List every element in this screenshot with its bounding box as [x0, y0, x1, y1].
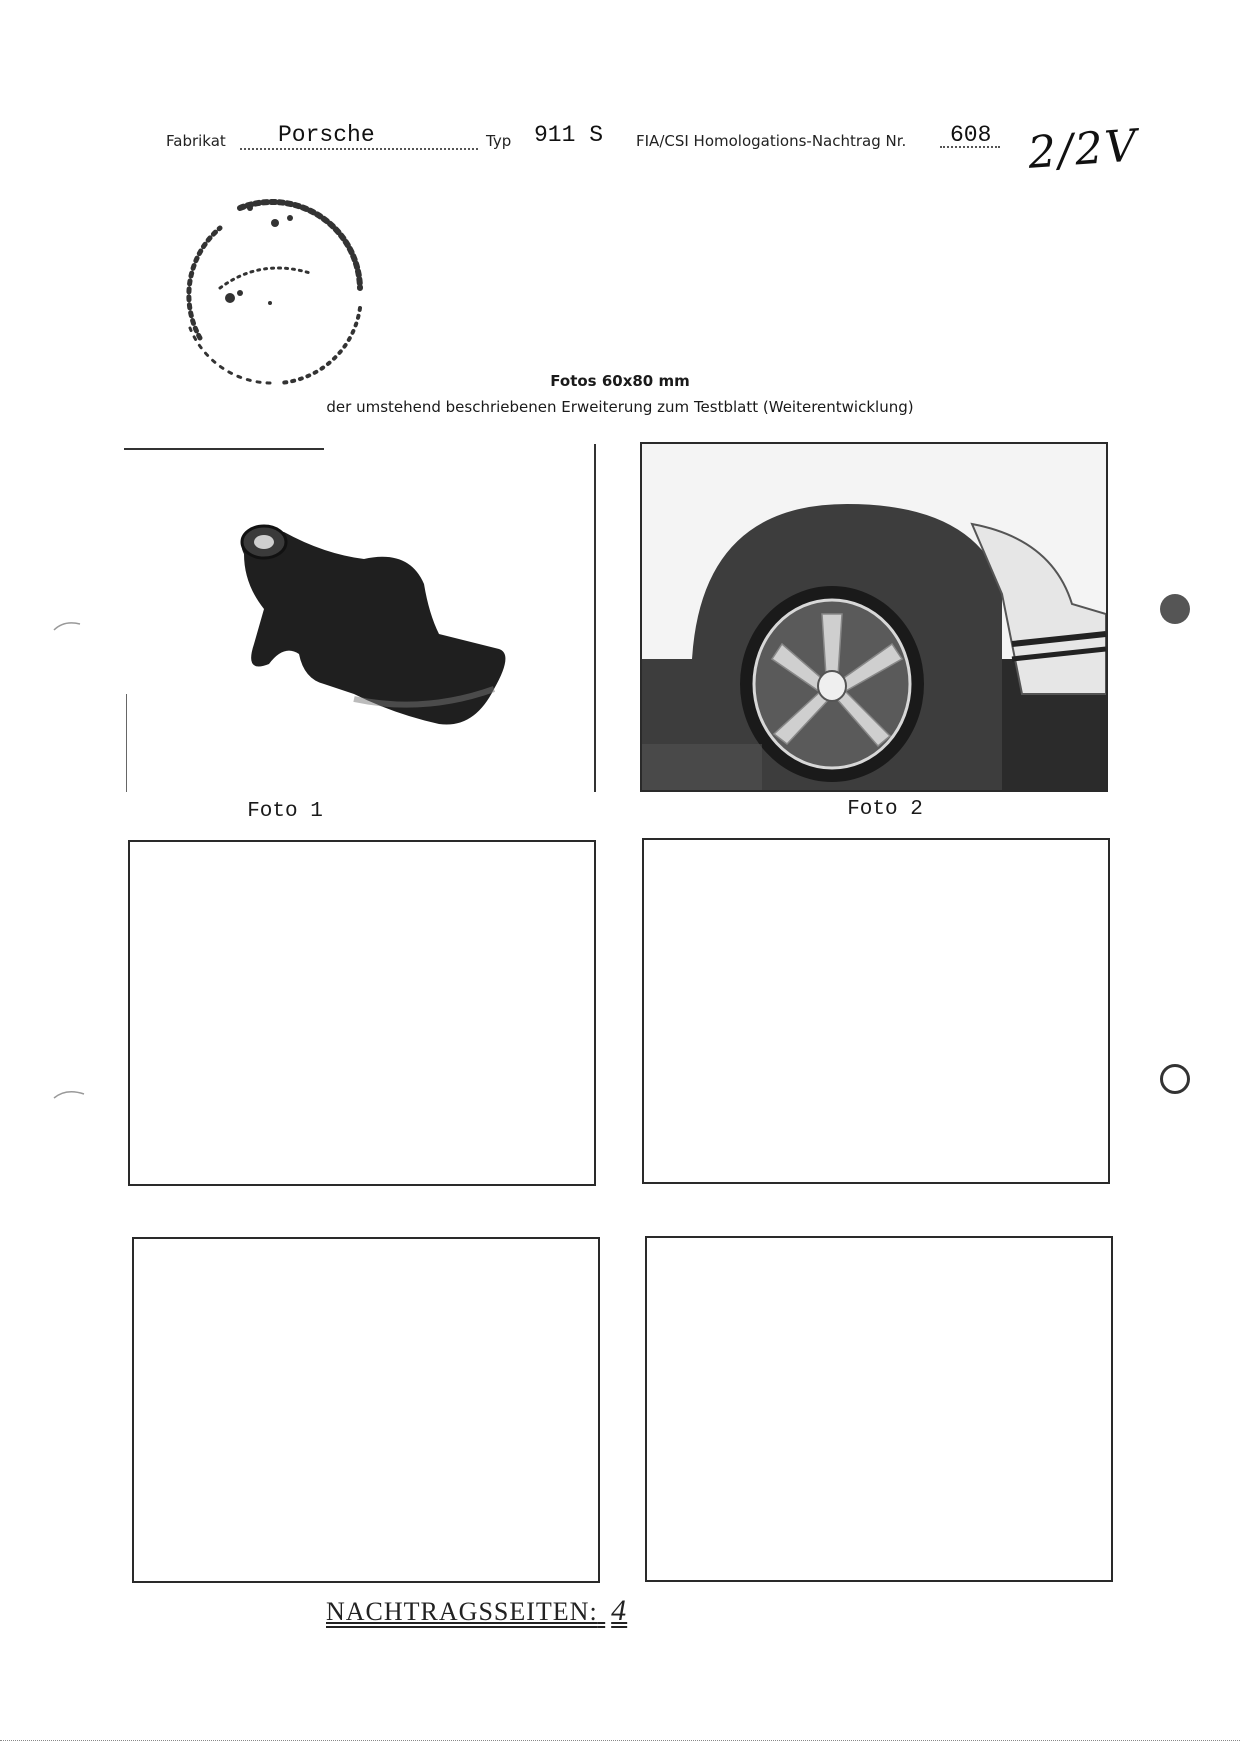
fabrikat-label: Fabrikat [166, 132, 226, 150]
photo-5-frame [132, 1237, 600, 1583]
typ-label: Typ [486, 132, 512, 150]
fabrikat-value: Porsche [278, 122, 375, 148]
handwritten-page-mark: 2/2V [1026, 120, 1141, 179]
photo-description-caption: der umstehend beschriebenen Erweiterung zum Testblatt (Weiterentwicklung) [326, 398, 914, 416]
photo-2-label: Foto 2 [847, 798, 923, 821]
engine-part-picture [224, 514, 544, 734]
supplement-pages-stamp [326, 1594, 627, 1628]
wheel-picture [642, 444, 1106, 790]
document-header [0, 0, 1240, 190]
photo-1-right-edge [594, 444, 596, 792]
typ-value: 911 S [534, 122, 604, 148]
punch-hole-top [1160, 594, 1190, 624]
photo-3-frame [128, 840, 596, 1186]
photo-4-frame [642, 838, 1110, 1184]
margin-mark-bottom [52, 1084, 86, 1104]
supplement-pages-label: NACHTRAGSSEITEN: [326, 1597, 598, 1626]
photo-1-left-edge [126, 694, 127, 792]
nachtrag-value: 608 [950, 122, 992, 148]
photo-1-top-edge [124, 448, 324, 450]
nachtrag-label: FIA/CSI Homologations-Nachtrag Nr. [636, 132, 907, 150]
margin-mark-top [52, 616, 82, 636]
supplement-pages-count: 4 [611, 1594, 628, 1627]
scan-edge-line [0, 1740, 1240, 1741]
photo-1-frame [124, 444, 596, 796]
punch-hole-bottom [1160, 1064, 1190, 1094]
photo-1-label: Foto 1 [247, 800, 323, 823]
photo-6-frame [645, 1236, 1113, 1582]
photo-2-frame [640, 442, 1108, 792]
photo-size-caption: Fotos 60x80 mm [550, 372, 690, 390]
official-stamp [160, 178, 390, 408]
fabrikat-dotted-line [240, 148, 478, 150]
